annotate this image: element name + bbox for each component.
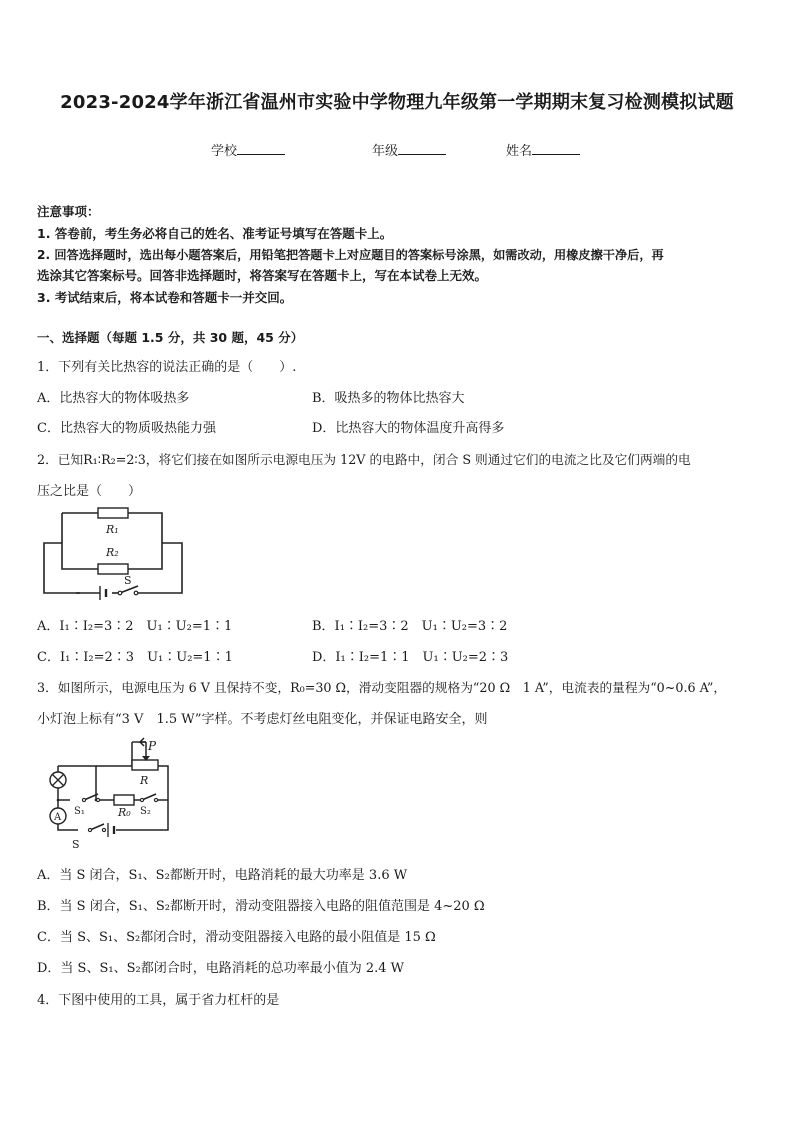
switch-s2-label: S₂ bbox=[140, 806, 151, 817]
q2-stem-line-2: 压之比是（ ） bbox=[37, 484, 142, 499]
exam-title: 2023-2024学年浙江省温州市实验中学物理九年级第一学期期末复习检测模拟试题 bbox=[60, 92, 734, 113]
notice-item-3: 3. 考试结束后，将本试卷和答题卡一并交回。 bbox=[37, 290, 293, 305]
notice-item-2-line-1: 2. 回答选择题时，选出每小题答案后，用铅笔把答题卡上对应题目的答案标号涂黑，如需改动，用橡皮擦干净后，再 bbox=[37, 248, 664, 262]
q3-option-c: C．当 S、S₁、S₂都闭合时，滑动变阻器接入电路的最小阻值是 15 Ω bbox=[37, 930, 436, 945]
name-label: 姓名 bbox=[506, 144, 533, 159]
q3-option-d: D．当 S、S₁、S₂都闭合时，电路消耗的总功率最小值为 2.4 W bbox=[37, 961, 404, 976]
r1-resistor bbox=[98, 508, 128, 518]
section-heading: 一、选择题（每题 1.5 分，共 30 题，45 分） bbox=[37, 330, 304, 345]
q2-option-b: B．I₁∶I₂=3∶2 U₁∶U₂=3∶2 bbox=[312, 619, 508, 634]
q3-option-b: B．当 S 闭合，S₁、S₂都断开时，滑动变阻器接入电路的阻值范围是 4~20 Ω bbox=[37, 899, 485, 914]
switch-s1-label: S₁ bbox=[74, 806, 85, 817]
q3-circuit-diagram bbox=[40, 738, 180, 850]
q2-option-c: C．I₁∶I₂=2∶3 U₁∶U₂=1∶1 bbox=[37, 650, 233, 665]
rheostat-r-label: R bbox=[140, 774, 149, 787]
q2-circuit-diagram bbox=[40, 508, 190, 600]
r1-label: R₁ bbox=[106, 523, 119, 536]
notice-item-1: 1. 答卷前，考生务必将自己的姓名、准考证号填写在答题卡上。 bbox=[37, 226, 393, 241]
q4-stem: 4．下图中使用的工具，属于省力杠杆的是 bbox=[37, 993, 280, 1008]
q3-stem-line-2: 小灯泡上标有“3 V 1.5 W”字样。不考虑灯丝电阻变化，并保证电路安全，则 bbox=[37, 712, 488, 727]
slider-p-label: P bbox=[148, 739, 157, 753]
r2-resistor bbox=[98, 564, 128, 574]
q1-option-d: D．比热容大的物体温度升高得多 bbox=[312, 421, 505, 436]
switch-s-label: S bbox=[72, 838, 80, 851]
q1-option-b: B．吸热多的物体比热容大 bbox=[312, 391, 465, 406]
school-field bbox=[211, 140, 285, 159]
q2-option-a: A．I₁∶I₂=3∶2 U₁∶U₂=1∶1 bbox=[37, 619, 233, 634]
q1-option-a: A．比热容大的物体吸热多 bbox=[37, 391, 190, 406]
q1-option-c: C．比热容大的物质吸热能力强 bbox=[37, 421, 216, 436]
grade-blank bbox=[398, 142, 446, 155]
r2-label: R₂ bbox=[106, 546, 119, 559]
resistor-r0 bbox=[114, 795, 134, 805]
q2-stem-line-1: 2．已知R₁∶R₂=2∶3，将它们接在如图所示电源电压为 12V 的电路中，闭合 S 则通过它们的电流之比及它们两端的电 bbox=[37, 452, 691, 467]
name-field bbox=[506, 140, 580, 159]
grade-label: 年级 bbox=[372, 144, 399, 159]
ammeter-label: A bbox=[54, 812, 62, 823]
q2-option-d: D．I₁∶I₂=1∶1 U₁∶U₂=2∶3 bbox=[312, 650, 509, 665]
notice-heading: 注意事项： bbox=[37, 204, 100, 219]
r0-label: R₀ bbox=[118, 806, 131, 819]
q3-stem-line-1: 3．如图所示，电源电压为 6 V 且保持不变，R₀=30 Ω，滑动变阻器的规格为“20 Ω 1 A”，电流表的量程为“0~0.6 A”， bbox=[37, 680, 727, 695]
q1-stem: 1．下列有关比热容的说法正确的是（ ）. bbox=[37, 360, 297, 375]
grade-field bbox=[372, 140, 446, 159]
switch-s-label: S bbox=[124, 574, 132, 587]
school-label: 学校 bbox=[211, 144, 238, 159]
school-blank bbox=[237, 142, 285, 155]
rheostat-r bbox=[132, 760, 158, 770]
notice-item-2-line-2: 选涂其它答案标号。回答非选择题时，将答案写在答题卡上，写在本试卷上无效。 bbox=[37, 268, 488, 283]
name-blank bbox=[532, 142, 580, 155]
q3-option-a: A．当 S 闭合，S₁、S₂都断开时，电路消耗的最大功率是 3.6 W bbox=[37, 868, 408, 883]
